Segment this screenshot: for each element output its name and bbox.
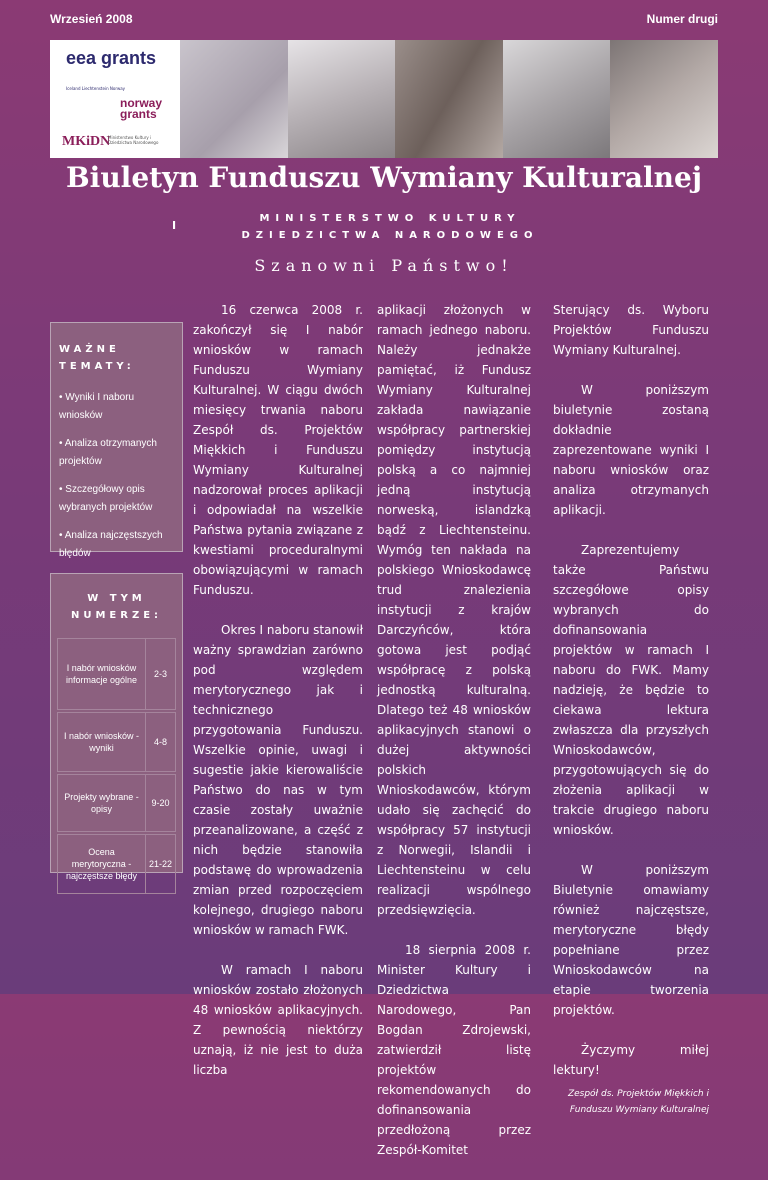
paragraph: W ramach I naboru wniosków zostało złożonych 48 wniosków aplikacyjnych. Z pewnością niektórzy uznają, iż nie jest to duża liczba (193, 963, 363, 1077)
in-this-issue-title: W TYM NUMERZE: (70, 593, 163, 621)
banner-photo-ballet (503, 40, 611, 158)
header-banner (50, 40, 718, 158)
paragraph: Zaprezentujemy także Państwu szczegółowe opisy wybranych do dofinansowania projektów w ramach I naboru do FWK. Mamy nadzieję, że będzie to ciekawa lektura zwłaszcza dla przyszłych Wnioskodawców, przygotowujących się do złożenia aplikacji w trakcie drugiego naboru wniosków. (553, 543, 709, 837)
toc-row (57, 774, 176, 832)
toc-label: Ocena merytoryczna - najczęstsze błędy (58, 835, 146, 893)
top-bar (50, 8, 718, 30)
mkidn-logo-subtitle: Ministerstwo Kultury i Dziedzictwa Narodowego (108, 135, 159, 145)
toc-row (57, 834, 176, 894)
issue-date: Wrzesień 2008 (50, 12, 133, 26)
paragraph: 16 czerwca 2008 r. zakończył się I nabór wniosków w ramach Funduszu Wymiany Kulturalnej. W ciągu dwóch miesięcy trwania naboru Zespół ds. Projektów Miękkich i Funduszu Wymiany Kulturalnej nadzorował proces aplikacji i odpowiadał na wszelkie Państwa pytania związane z kwestiami proceduralnymi obowiązującymi w ramach Funduszu. (193, 303, 363, 597)
banner-photo-dancer (180, 40, 288, 158)
paragraph: W poniższym Biuletynie omawiamy również najczęstsze, merytoryczne błędy popełniane przez Wnioskodawców na etapie tworzenia projektów. (553, 863, 709, 1017)
closing-line: Życzymy miłej lektury! (553, 1043, 709, 1077)
eea-grants-logo: eea grants (66, 48, 157, 68)
logo-panel (50, 40, 180, 158)
toc-row (57, 638, 176, 710)
paragraph: 18 sierpnia 2008 r. Minister Kultury i Dziedzictwa Narodowego, Pan Bogdan Zdrojewski, zatwierdził listę projektów rekomendowanych do dofinansowania przedłożoną przez Zespół-Komitet (377, 943, 531, 1157)
topic-item: • Analiza najczęstszych błędów (59, 530, 163, 559)
article-column-3 (553, 300, 709, 1118)
banner-photo-manuscript (288, 40, 396, 158)
important-topics-box (50, 322, 183, 559)
banner-photo-folk-dancers (610, 40, 718, 158)
paragraph: W poniższym biuletynie zostaną dokładnie zaprezentowane wyniki I naboru wniosków oraz analiza otrzymanych aplikacji. (553, 383, 709, 517)
article-column-2 (377, 300, 531, 1180)
eea-grants-logo-subtitle: Iceland Liechtenstein Norway (66, 86, 126, 91)
ministry-initial: I (172, 219, 177, 232)
page-title: Biuletyn Funduszu Wymiany Kulturalnej (66, 161, 702, 194)
paragraph: aplikacji złożonych w ramach jednego naboru. Należy jednakże pamiętać, iż Fundusz Wymiany Kulturalnej zakłada nawiązanie współpracy partnerskiej pomiędzy instytucją polską a co najmniej jedną instytucją norweską, islandzką bądź z Liechtensteinu. Wymóg ten nakłada na polskiego Wnioskodawcę trud znalezienia instytucji z krajów Darczyńców, która gotowa jest podjąć współpracę z polską jednostką kulturalną. Dlatego też 48 wniosków aplikacyjnych stanowi o dużej aktywności polskich Wnioskodawców, którym udało się zachęcić do współpracy 57 instytucji z Norwegii, Islandii i Liechtensteinu w celu realizacji wspólnego przedsięwzięcia. (377, 303, 531, 917)
in-this-issue-box (50, 573, 183, 881)
toc-page: 2-3 (153, 669, 167, 679)
toc-page: 21-22 (148, 859, 173, 869)
important-topics-title: WAŻNE TEMATY: (59, 344, 135, 372)
ministry-name (175, 210, 605, 244)
topic-item: • Szczegółowy opis wybranych projektów (59, 484, 153, 513)
toc-page: 9-20 (151, 798, 170, 808)
signature: Zespół ds. Projektów Miękkich i Funduszu Wymiany Kulturalnej (567, 1089, 709, 1115)
ministry-line-1: MINISTERSTWO KULTURY (259, 213, 521, 224)
issue-number: Numer drugi (646, 12, 718, 26)
mkidn-logo: MKiDN (62, 134, 111, 149)
toc-row (57, 712, 176, 772)
norway-grants-logo: norway grants (120, 96, 163, 121)
banner-photo-strings (395, 40, 503, 158)
ministry-line-2: DZIEDZICTWA NARODOWEGO (241, 230, 539, 241)
toc-label: I nabór wniosków - wyniki (58, 713, 146, 771)
topic-item: • Analiza otrzymanych projektów (59, 438, 157, 467)
paragraph: Okres I naboru stanowił ważny sprawdzian zarówno pod względem merytorycznego jak i technicznego przygotowania Funduszu. Wszelkie opinie, uwagi i sugestie jakie kierowaliście Państwo do nas w tym czasie zostały uważnie przeanalizowane, a część z nich będzie stanowiła podstawę do wprowadzenia zmian przed rozpoczęciem kolejnego, drugiego naboru wniosków w ramach FWK. (193, 623, 363, 937)
paragraph: Sterujący ds. Wyboru Projektów Funduszu Wymiany Kulturalnej. (553, 303, 709, 357)
toc-label: Projekty wybrane - opisy (58, 775, 146, 831)
greeting: Szanowni Państwo! (254, 256, 514, 275)
article-column-1 (193, 300, 363, 1100)
topic-item: • Wyniki I naboru wniosków (59, 392, 135, 421)
toc-label: I nabór wniosków informacje ogólne (58, 639, 146, 709)
toc-page: 4-8 (153, 737, 167, 747)
